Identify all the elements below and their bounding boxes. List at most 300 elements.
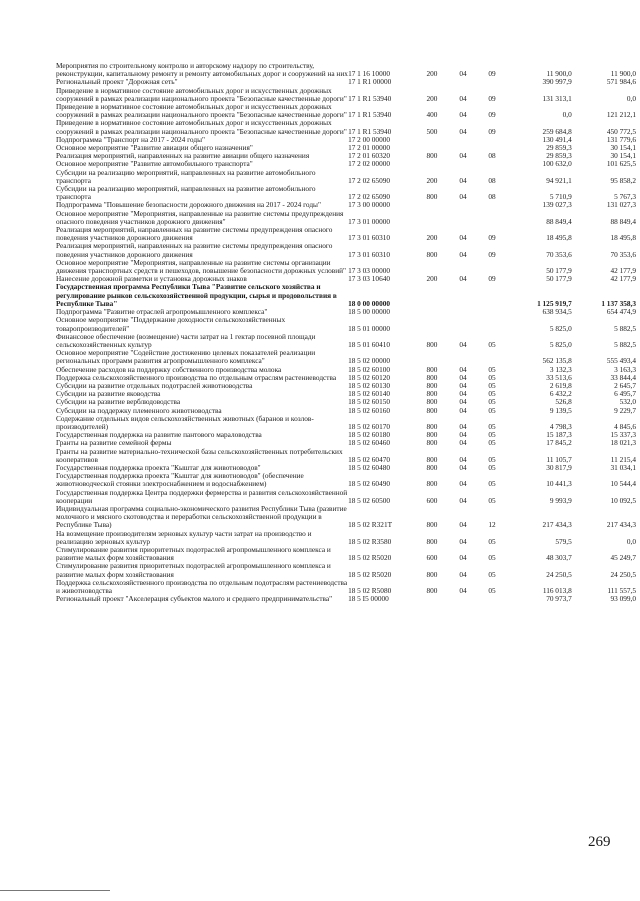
row-name: На возмещение производителям зерновых культур части затрат на производство и реализацию зерновых культур (56, 528, 312, 546)
row-code: 18 5 02 60150 (348, 397, 391, 407)
row-subsection: 05 (488, 569, 496, 579)
row-expense-type: 800 (426, 389, 438, 399)
row-code: 17 2 00 00000 (348, 134, 391, 144)
row-sum-year2: 654 474,9 (606, 307, 636, 317)
row-sum-year2: 10 092,5 (610, 495, 636, 505)
row-subsection: 05 (488, 438, 496, 448)
row-section: 04 (459, 430, 467, 440)
row-code: 17 3 01 60310 (348, 249, 391, 259)
table-row (56, 119, 636, 135)
row-expense-type: 500 (426, 126, 438, 136)
row-code: 18 5 02 60460 (348, 438, 391, 448)
row-sum-year1: 5 825,0 (549, 339, 572, 349)
row-expense-type (416, 160, 447, 168)
row-name: Реализация мероприятий, направленных на развитие системы предупреждения опасного поведения участников дорожного движения (56, 241, 333, 259)
row-subsection (479, 283, 506, 308)
row-section: 04 (459, 372, 467, 382)
row-sum-year2: 4 845,6 (614, 421, 636, 431)
row-sum-year2: 101 625,5 (606, 159, 636, 169)
row-sum-year2: 2 645,7 (614, 380, 636, 390)
row-section (447, 160, 478, 168)
row-name: Государственная программа Республики Тыва "Развитие сельского хозяйства и регулирование рынков сельскохозяйственной продукции, сырья и продовольствия в Республике Тыва" (56, 282, 337, 308)
row-code: 17 1 R1 53940 (348, 110, 392, 120)
row-code: 18 5 02 R5080 (348, 586, 392, 595)
row-expense-type: 800 (426, 192, 438, 202)
row-name: Индивидуальная программа социально-экономического развития Республики Тыва (развитие молочного и мясного скотоводства и переработки сельскохозяйственной продукции в Республике Тыва) (56, 503, 347, 530)
table-row (56, 62, 636, 78)
row-code: 17 2 02 00000 (348, 159, 391, 169)
row-subsection: 09 (488, 126, 496, 136)
row-expense-type (416, 259, 447, 275)
row-subsection (479, 595, 506, 603)
row-section: 04 (459, 110, 467, 120)
row-code: 18 5 02 R5020 (348, 569, 392, 579)
row-name: Основное мероприятие "Развитие авиации общего назначения" (56, 143, 253, 153)
row-name: Приведение в нормативное состояние автомобильных дорог и искусственных дорожных сооружений в рамках реализации национального проекта "Безопасные качественные дороги" (56, 102, 347, 120)
row-section (447, 308, 478, 316)
row-sum-year2: 0,0 (626, 536, 636, 546)
table-row (56, 349, 636, 365)
row-name: Гранты на развитие семейной фермы (56, 438, 172, 448)
table-row (56, 562, 636, 578)
row-name: Субсидии на реализацию мероприятий, направленных на развитие автомобильного транспорта (56, 167, 316, 185)
table-row (56, 87, 636, 103)
row-expense-type: 200 (426, 233, 438, 243)
row-section: 04 (459, 339, 467, 349)
table-row (56, 210, 636, 226)
row-section: 04 (459, 249, 467, 259)
row-code: 18 5 02 R3580 (348, 536, 392, 546)
row-expense-type: 800 (426, 569, 438, 579)
row-section (447, 595, 478, 603)
row-name: Стимулирование развития приоритетных подотраслей агропромышленного комплекса и развитие малых форм хозяйствования (56, 544, 331, 563)
row-code: 18 5 02 60160 (348, 405, 391, 415)
table-row (56, 530, 636, 546)
row-subsection (479, 201, 506, 209)
row-sum-year1: 579,5 (555, 536, 572, 546)
row-sum-year1: 50 177,9 (546, 266, 572, 276)
row-expense-type: 800 (426, 339, 438, 349)
row-sum-year2: 11 900,0 (610, 69, 636, 79)
row-subsection: 12 (488, 520, 496, 530)
table-row (56, 448, 636, 464)
row-name: Мероприятия по строительному контролю и авторскому надзору по строительству, реконструкции, капитальному ремонту и ремонту автомобильных дорог и сооружений на них (56, 61, 348, 79)
row-expense-type (416, 210, 447, 226)
row-section: 04 (459, 175, 467, 185)
row-expense-type (416, 595, 447, 603)
row-subsection: 08 (488, 192, 496, 202)
row-sum-year2: 5 882,5 (614, 323, 636, 333)
row-code: 18 5 02 60480 (348, 462, 391, 472)
row-code: 17 2 02 65090 (348, 175, 391, 185)
row-code: 17 2 02 65090 (348, 192, 391, 202)
row-subsection: 05 (488, 389, 496, 399)
row-expense-type (416, 308, 447, 316)
row-sum-year2: 95 858,2 (610, 175, 636, 185)
row-sum-year1: 139 027,3 (542, 200, 572, 210)
row-sum-year2: 11 215,4 (610, 454, 636, 464)
row-section: 04 (459, 380, 467, 390)
row-section: 04 (459, 586, 467, 595)
row-code: 17 3 01 60310 (348, 233, 391, 243)
row-section (447, 136, 478, 144)
budget-table (56, 62, 636, 603)
row-name: Субсидии на реализацию мероприятий, направленных на развитие автомобильного транспорта (56, 184, 316, 202)
row-section (447, 210, 478, 226)
row-section (447, 78, 478, 86)
row-section: 04 (459, 536, 467, 546)
row-expense-type: 800 (426, 438, 438, 448)
row-sum-year2: 532,0 (619, 397, 636, 407)
row-code: 17 2 01 60320 (348, 151, 391, 161)
row-code: 18 0 00 00000 (348, 298, 391, 308)
table-row (56, 472, 636, 488)
row-expense-type: 600 (426, 495, 438, 505)
row-expense-type: 800 (426, 249, 438, 259)
row-expense-type: 800 (426, 430, 438, 440)
row-name: Финансовое обеспечение (возмещение) части затрат на 1 гектар посевной площади сельскохозяйственных культур (56, 331, 316, 349)
row-sum-year1: 130 491,4 (542, 134, 572, 144)
row-section: 04 (459, 553, 467, 563)
row-subsection: 08 (488, 175, 496, 185)
row-name: Государственная поддержка проекта "Кыштаг для животноводов" (обеспечение животноводческой стоянки электроснабжением и водоснабжением) (56, 471, 304, 489)
row-sum-year2: 42 177,9 (610, 274, 636, 284)
row-subsection (479, 259, 506, 275)
row-name: Региональный проект "Дорожная сеть" (56, 77, 178, 87)
row-subsection: 09 (488, 69, 496, 79)
row-name: Содержание отдельных видов сельскохозяйственных животных (баранов и козлов-производителей) (56, 413, 314, 431)
row-section (447, 316, 478, 332)
row-sum-year1: 9 993,9 (549, 495, 572, 505)
row-name: Поддержка сельскохозяйственного производства по отдельным подотраслям растениеводства и животноводства (56, 577, 348, 595)
row-name: Субсидии на развитие яководства (56, 389, 161, 399)
table-row (56, 185, 636, 201)
table-row (56, 242, 636, 258)
row-sum-year2: 6 495,7 (614, 389, 636, 399)
row-section: 04 (459, 495, 467, 505)
row-subsection: 05 (488, 364, 496, 374)
row-section: 04 (459, 479, 467, 489)
row-section: 04 (459, 421, 467, 431)
row-expense-type: 400 (426, 110, 438, 120)
row-sum-year2: 10 544,4 (610, 479, 636, 489)
row-subsection (479, 210, 506, 226)
row-sum-year1: 562 135,8 (542, 356, 572, 366)
row-code: 18 5 00 00000 (348, 307, 391, 317)
table-row (56, 333, 636, 349)
row-expense-type: 200 (426, 274, 438, 284)
row-subsection: 05 (488, 397, 496, 407)
row-sum-year1: 48 303,7 (546, 553, 572, 563)
row-section: 04 (459, 126, 467, 136)
table-row (56, 579, 636, 595)
row-sum-year1: 259 684,8 (542, 126, 572, 136)
row-name: Основное мероприятие "Содействие достижению целевых показателей реализации региональных программ развития агропромышленного комплекса" (56, 348, 316, 366)
row-name: Реализация мероприятий, направленных на развитие авиации общего назначения (56, 151, 310, 161)
row-sum-year1: 24 250,5 (546, 569, 572, 579)
row-code: 18 5 02 60100 (348, 364, 391, 374)
row-sum-year1: 5 710,9 (549, 192, 572, 202)
row-expense-type: 800 (426, 380, 438, 390)
row-name: Приведение в нормативное состояние автомобильных дорог и искусственных дорожных сооружений в рамках реализации национального проекта "Безопасные качественные дороги" (56, 118, 347, 136)
row-code: 17 2 01 00000 (348, 143, 391, 153)
row-code: 18 5 02 60120 (348, 372, 391, 382)
row-sum-year1: 17 845,2 (546, 438, 572, 448)
row-sum-year1: 11 900,0 (546, 69, 572, 79)
row-sum-year2: 93 099,0 (610, 594, 636, 604)
row-sum-year2: 1 137 358,3 (601, 298, 636, 308)
row-expense-type: 800 (426, 479, 438, 489)
row-code: 17 1 R1 00000 (348, 77, 392, 87)
row-expense-type: 800 (426, 536, 438, 546)
row-subsection: 09 (488, 233, 496, 243)
row-name: Основное мероприятие "Поддержание доходности сельскохозяйственных товаропроизводителей" (56, 315, 286, 333)
row-sum-year2: 30 154,1 (610, 143, 636, 153)
row-expense-type: 800 (426, 372, 438, 382)
row-subsection: 05 (488, 454, 496, 464)
table-row (56, 283, 636, 308)
row-sum-year1: 94 921,1 (546, 175, 572, 185)
row-sum-year1: 33 513,6 (546, 372, 572, 382)
row-expense-type (416, 349, 447, 365)
row-subsection: 05 (488, 462, 496, 472)
row-sum-year1: 2 619,8 (549, 380, 572, 390)
row-sum-year2: 31 034,1 (610, 462, 636, 472)
row-sum-year2: 42 177,9 (610, 266, 636, 276)
row-code: 18 5 02 60470 (348, 454, 391, 464)
row-subsection: 09 (488, 274, 496, 284)
row-section (447, 259, 478, 275)
row-name: Субсидии на развитие верблюдоводства (56, 397, 181, 407)
row-name: Стимулирование развития приоритетных подотраслей агропромышленного комплекса и развитие малых форм хозяйствования (56, 561, 331, 579)
table-row (56, 546, 636, 562)
row-section: 04 (459, 454, 467, 464)
row-name: Субсидии на поддержку племенного животноводства (56, 405, 222, 415)
row-name: Основное мероприятие "Развитие автомобильного транспорта" (56, 159, 253, 169)
row-name: Гранты на развитие материально-технической базы сельскохозяйственных потребительских кооперативов (56, 446, 343, 464)
row-code: 18 5 02 R5020 (348, 553, 392, 563)
row-code: 18 5 02 60180 (348, 430, 391, 440)
row-code: 18 5 02 60500 (348, 495, 391, 505)
row-section: 04 (459, 569, 467, 579)
row-name: Реализация мероприятий, направленных на развитие системы предупреждения опасного поведения участников дорожного движения (56, 225, 333, 243)
row-expense-type: 800 (426, 151, 438, 161)
row-section: 04 (459, 93, 467, 103)
row-code: 18 5 02 60170 (348, 421, 391, 431)
row-sum-year1: 5 825,0 (549, 323, 572, 333)
row-sum-year2: 88 849,4 (610, 216, 636, 226)
row-sum-year2: 131 027,3 (606, 200, 636, 210)
row-section: 04 (459, 397, 467, 407)
row-code: 18 5 02 60140 (348, 389, 391, 399)
row-expense-type (416, 136, 447, 144)
row-subsection: 05 (488, 380, 496, 390)
scan-artifact-line (0, 890, 110, 891)
row-sum-year2: 5 882,5 (614, 339, 636, 349)
row-name: Основное мероприятие "Мероприятия, направленные на развитие системы предупреждения опасного поведения участников дорожного движения" (56, 208, 344, 226)
row-name: Региональный проект "Акселерация субъектов малого и среднего предпринимательства" (56, 594, 333, 604)
table-row (56, 259, 636, 275)
row-sum-year1: 9 139,5 (549, 405, 572, 415)
row-sum-year2: 111 557,5 (607, 586, 636, 595)
row-code: 18 5 02 R321Т (348, 520, 393, 530)
row-code: 17 1 R1 53940 (348, 126, 392, 136)
table-row (56, 169, 636, 185)
row-expense-type: 800 (426, 405, 438, 415)
row-name: Приведение в нормативное состояние автомобильных дорог и искусственных дорожных сооружений в рамках реализации национального проекта "Безопасные качественные дороги" (56, 85, 347, 103)
row-subsection: 05 (488, 430, 496, 440)
row-subsection: 05 (488, 495, 496, 505)
row-subsection: 05 (488, 405, 496, 415)
row-expense-type: 800 (426, 364, 438, 374)
row-subsection (479, 136, 506, 144)
row-sum-year1: 30 817,9 (546, 462, 572, 472)
row-sum-year1: 50 177,9 (546, 274, 572, 284)
row-expense-type: 200 (426, 93, 438, 103)
row-expense-type: 800 (426, 454, 438, 464)
row-expense-type: 600 (426, 553, 438, 563)
row-sum-year2: 70 353,6 (610, 249, 636, 259)
row-name: Государственная поддержка Центра поддержки фермерства и развития сельскохозяйственной кооперации (56, 487, 348, 505)
table-row (56, 316, 636, 332)
row-sum-year1: 3 132,3 (549, 364, 572, 374)
row-sum-year2: 9 229,7 (614, 405, 636, 415)
row-section: 04 (459, 364, 467, 374)
row-code: 18 5 02 60130 (348, 380, 391, 390)
row-sum-year1: 638 934,5 (542, 307, 572, 317)
row-subsection (479, 316, 506, 332)
row-sum-year2: 121 212,1 (606, 110, 636, 120)
row-name: Государственная поддержка проекта "Кыштаг для животноводов" (56, 462, 261, 472)
row-expense-type: 200 (426, 69, 438, 79)
row-subsection: 05 (488, 553, 496, 563)
row-sum-year2: 33 844,4 (610, 372, 636, 382)
row-code: 18 5 02 60490 (348, 479, 391, 489)
row-sum-year1: 70 353,6 (546, 249, 572, 259)
row-sum-year2: 30 154,1 (610, 151, 636, 161)
row-sum-year2: 45 249,7 (610, 553, 636, 563)
row-sum-year1: 131 313,1 (542, 93, 572, 103)
row-sum-year1: 100 632,0 (542, 159, 572, 169)
row-sum-year2: 131 779,6 (606, 134, 636, 144)
row-section: 04 (459, 151, 467, 161)
row-subsection: 09 (488, 249, 496, 259)
row-expense-type (416, 201, 447, 209)
row-code: 18 5 01 00000 (348, 323, 391, 333)
row-section: 04 (459, 233, 467, 243)
row-expense-type: 800 (426, 520, 438, 530)
row-section (447, 349, 478, 365)
row-code: 17 1 16 10000 (348, 69, 391, 79)
row-name: Обеспечение расходов на поддержку собственного производства молока (56, 364, 282, 374)
table-row (56, 489, 636, 505)
row-sum-year1: 4 798,3 (549, 421, 572, 431)
row-subsection: 08 (488, 151, 496, 161)
table-row (56, 595, 636, 603)
table-row (56, 226, 636, 242)
row-section: 04 (459, 520, 467, 530)
row-sum-year1: 6 432,2 (549, 389, 572, 399)
row-sum-year1: 70 973,7 (546, 594, 572, 604)
row-sum-year1: 11 105,7 (546, 454, 572, 464)
row-sum-year1: 217 434,3 (542, 520, 572, 530)
row-code: 18 5 01 60410 (348, 339, 391, 349)
row-code: 17 3 00 00000 (348, 200, 391, 210)
table-row (56, 103, 636, 119)
row-code: 18 5 I5 00000 (348, 594, 389, 604)
row-sum-year2: 15 337,3 (610, 430, 636, 440)
row-sum-year2: 24 250,5 (610, 569, 636, 579)
row-code: 18 5 02 00000 (348, 356, 391, 366)
row-section (447, 283, 478, 308)
row-sum-year1: 116 013,8 (542, 586, 572, 595)
row-expense-type: 800 (426, 397, 438, 407)
row-subsection (479, 349, 506, 365)
table-row (56, 505, 636, 530)
row-expense-type (416, 78, 447, 86)
row-code: 17 3 03 00000 (348, 266, 391, 276)
row-sum-year2: 5 767,3 (614, 192, 636, 202)
row-expense-type: 800 (426, 586, 438, 595)
row-sum-year2: 18 495,8 (610, 233, 636, 243)
row-expense-type (416, 283, 447, 308)
row-section: 04 (459, 462, 467, 472)
row-section: 04 (459, 274, 467, 284)
row-name: Поддержка сельскохозяйственного производства по отдельным отраслям растениеводства (56, 372, 337, 382)
row-expense-type: 800 (426, 462, 438, 472)
row-subsection (479, 78, 506, 86)
row-code: 17 1 R1 53940 (348, 93, 392, 103)
row-subsection: 05 (488, 586, 496, 595)
row-subsection (479, 160, 506, 168)
row-sum-year2: 18 021,3 (610, 438, 636, 448)
row-expense-type: 200 (426, 175, 438, 185)
row-sum-year2: 555 493,4 (606, 356, 636, 366)
row-subsection: 05 (488, 479, 496, 489)
row-code: 17 3 01 00000 (348, 216, 391, 226)
row-sum-year1: 15 187,3 (546, 430, 572, 440)
table-row (56, 415, 636, 431)
row-name: Основное мероприятие "Мероприятия, направленные на развитие системы организации движения транспортных средств и пешеходов, повышение безопасности дорожных условий" (56, 257, 347, 276)
row-sum-year1: 18 495,8 (546, 233, 572, 243)
row-expense-type (416, 316, 447, 332)
row-subsection: 05 (488, 372, 496, 382)
row-name: Подпрограмма "Транспорт на 2017 - 2024 годы" (56, 134, 205, 144)
row-subsection: 09 (488, 93, 496, 103)
row-expense-type: 800 (426, 421, 438, 431)
row-sum-year2: 450 772,5 (606, 126, 636, 136)
row-name: Субсидии на развитие отдельных подотраслей животноводства (56, 380, 253, 390)
row-sum-year1: 1 125 919,7 (537, 298, 572, 308)
row-sum-year1: 29 859,3 (546, 151, 572, 161)
row-name: Нанесение дорожной разметки и установка дорожных знаков (56, 274, 247, 284)
row-section: 04 (459, 405, 467, 415)
row-name: Подпрограмма "Развитие отраслей агропромышленного комплекса" (56, 307, 268, 317)
row-sum-year1: 0,0 (562, 110, 572, 120)
row-subsection: 05 (488, 421, 496, 431)
page-number: 269 (588, 834, 611, 850)
row-sum-year1: 29 859,3 (546, 143, 572, 153)
row-sum-year1: 390 997,9 (542, 77, 572, 87)
row-sum-year1: 526,8 (555, 397, 572, 407)
row-sum-year2: 0,0 (626, 93, 636, 103)
row-subsection: 05 (488, 536, 496, 546)
row-section: 04 (459, 192, 467, 202)
row-section: 04 (459, 389, 467, 399)
row-subsection: 05 (488, 339, 496, 349)
row-section (447, 201, 478, 209)
row-section: 04 (459, 438, 467, 448)
